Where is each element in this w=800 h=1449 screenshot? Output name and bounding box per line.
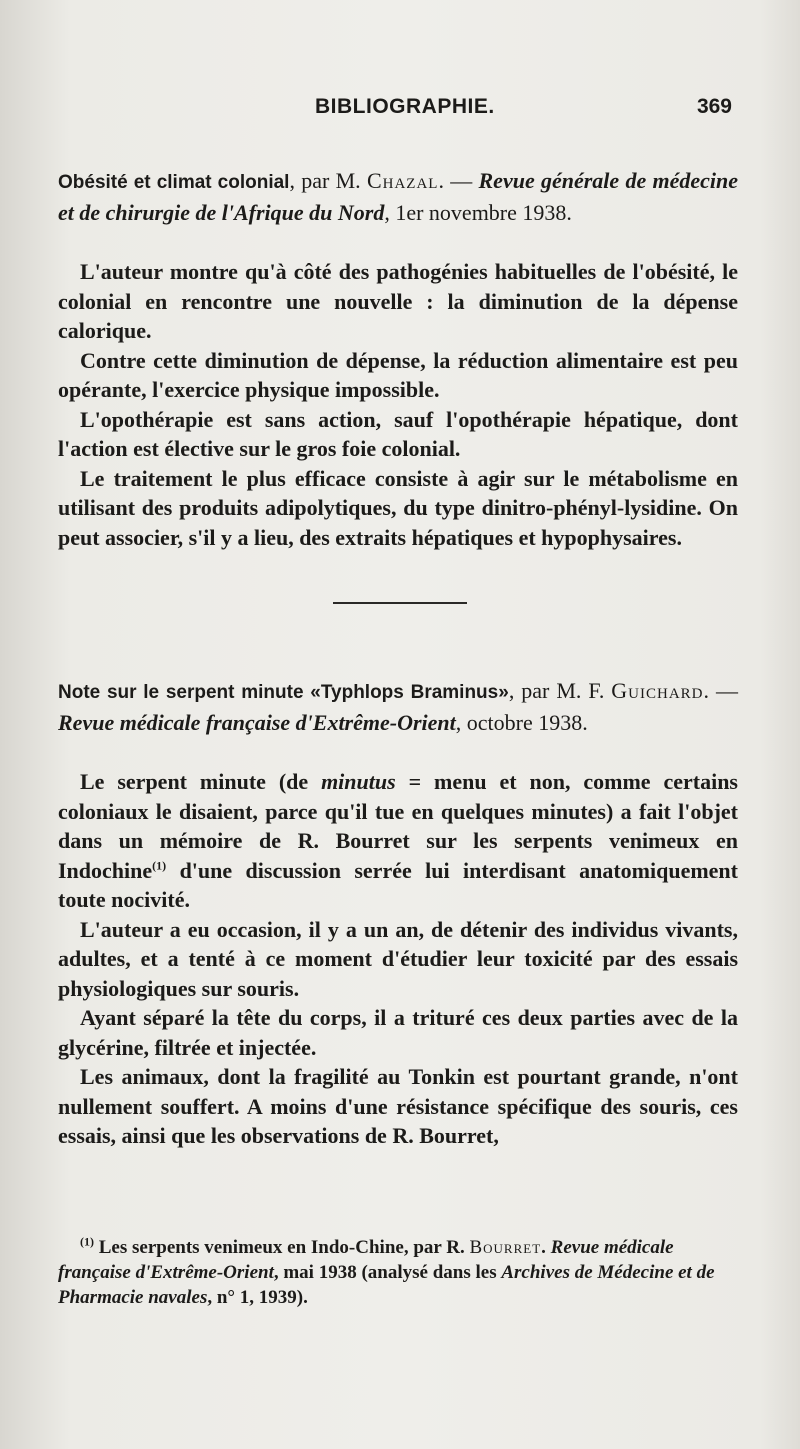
page-header: [60, 95, 740, 125]
section-divider: [333, 602, 467, 604]
footnote-text: Les serpents venimeux en Indo-Chine, par R.: [94, 1237, 470, 1258]
footnote-archives: Archives de Médecine et de Pharmacie navales: [58, 1262, 715, 1308]
latin-word: minutus: [321, 769, 396, 794]
entry-journal: Revue générale de médecine et de chirurgie de l'Afrique du Nord: [58, 168, 739, 225]
footnote-ref: (1): [152, 858, 167, 873]
review-entry-2: [58, 676, 738, 1151]
entry-author: Chazal: [366, 168, 439, 193]
paragraph: Le traitement le plus efficace consiste à agir sur le métabolisme en utilisant des produits adipolytiques, du type dinitro-phényl-lysidine. On peut associer, s'il y a lieu, des extraits hépatiques et hypophysaires.: [58, 465, 738, 550]
paragraph: Ayant séparé la tête du corps, il a trituré ces deux parties avec de la glycérine, filtrée et injectée.: [58, 1005, 738, 1060]
entry-journal: Revue médicale française d'Extrême-Orient: [58, 709, 456, 735]
paragraph: L'auteur a eu occasion, il y a un an, de détenir des individus vivants, adultes, et a tenté à ce moment d'étudier leur toxicité par des essais physiologiques sur souris.: [58, 916, 738, 1001]
page-number: 369: [696, 95, 732, 118]
footnote-text: , mai 1938 (analysé dans les: [273, 1262, 502, 1283]
entry-heading: [58, 166, 738, 227]
paragraph: [58, 767, 738, 915]
footnote-author: Bourret: [469, 1237, 542, 1258]
entry-heading: [58, 676, 738, 737]
entry-by: , par M.: [289, 168, 367, 193]
entry-by: , par M. F.: [508, 678, 612, 703]
paragraph: L'opothérapie est sans action, sauf l'opothérapie hépatique, dont l'action est élective sur le gros foie colonial.: [58, 406, 738, 461]
entry-dash: . —: [703, 678, 738, 703]
footnote-text: .: [541, 1237, 551, 1258]
entry-author: Guichard: [611, 678, 704, 703]
footnote: [58, 1235, 738, 1310]
entry-date: , 1er novembre 1938.: [384, 199, 572, 225]
paragraph: L'auteur montre qu'à côté des pathogénies habituelles de l'obésité, le colonial en rencontre une nouvelle : la diminution de la dépense calorique.: [58, 259, 738, 343]
entry-title: Obésité et climat colonial: [58, 172, 290, 193]
entry-title: Note sur le serpent minute «Typhlops Braminus»: [58, 682, 509, 703]
footnote-text: , n° 1, 1939).: [207, 1287, 308, 1308]
footnote-marker: (1): [80, 1234, 94, 1249]
entry-dash: . —: [438, 168, 479, 193]
running-title: BIBLIOGRAPHIE.: [315, 95, 495, 118]
paragraph-text: d'une discussion serrée lui interdisant anatomiquement toute nocivité.: [58, 857, 738, 912]
paragraph-text: Le serpent minute (de: [80, 769, 322, 794]
review-entry-1: [58, 166, 738, 552]
paragraph-text: = menu et non, comme certains coloniaux le disaient, parce qu'il tue en quelques minutes) a fait l'objet dans un mémoire de R. Bourret sur les serpents venimeux en Indochine: [58, 769, 738, 883]
paragraph: Contre cette diminution de dépense, la réduction alimentaire est peu opérante, l'exercice physique impossible.: [58, 347, 738, 402]
entry-date: , octobre 1938.: [455, 709, 588, 735]
paragraph: Les animaux, dont la fragilité au Tonkin est pourtant grande, n'ont nullement souffert. A moins d'une résistance spécifique des souris, ces essais, ainsi que les observations de R. Bourret,: [58, 1064, 738, 1148]
footnote-journal: Revue médicale française d'Extrême-Orient: [58, 1237, 674, 1283]
